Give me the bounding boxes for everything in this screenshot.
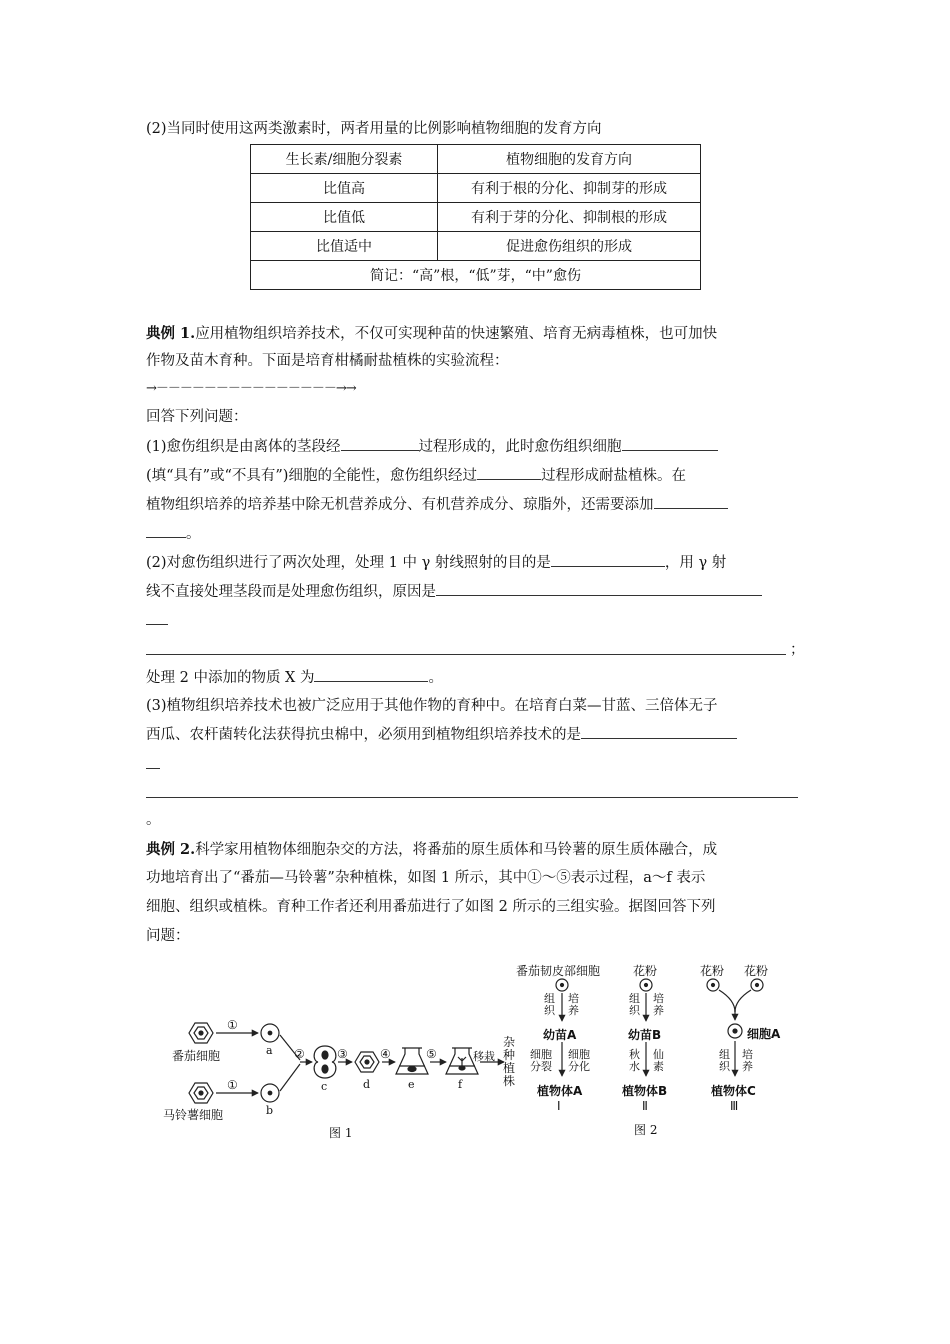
figure1-caption: 图 1 <box>329 1126 353 1140</box>
char: 织 <box>629 1004 640 1017</box>
char: 仙 <box>653 1048 664 1061</box>
fig2-col2-top: 花粉 <box>633 964 658 978</box>
fig2-plant-b: 植物体B <box>622 1084 668 1098</box>
answer-line[interactable] <box>146 768 160 769</box>
answer-blank[interactable] <box>314 667 428 682</box>
example2-line4: 问题： <box>146 928 190 944</box>
char: 养 <box>742 1060 753 1073</box>
hormone-ratio-table <box>250 144 701 290</box>
q1-text: 过程形成耐盐植株。在 <box>540 468 686 484</box>
q1-line2 <box>146 464 686 485</box>
fig2-col2-step1-left <box>629 993 640 1017</box>
q2-semicolon: ； <box>790 642 805 658</box>
hybrid-plant-label <box>503 1036 515 1088</box>
answer-blank[interactable] <box>341 436 419 451</box>
q3-line2 <box>146 723 737 744</box>
fig2-cell-a: 细胞A <box>747 1027 781 1041</box>
char: 织 <box>544 1004 555 1017</box>
example1-line2: 作物及苗木育种。下面是培育柑橘耐盐植株的实验流程： <box>146 353 509 369</box>
table-row <box>251 174 701 203</box>
hybrid-char: 植 <box>503 1061 516 1075</box>
example2-line2: 功地培育出了“番茄—马铃薯”杂种植株，如图 1 所示，其中①～⑤表示过程，a～f 表示 <box>146 870 706 886</box>
example1-title: 典例 1. <box>146 325 196 342</box>
table-cell: 比值低 <box>251 203 438 232</box>
table-header-row <box>251 145 701 174</box>
fig2-col1-step1-right <box>568 993 579 1017</box>
q1-text: 植物组织培养的培养基中除无机营养成分、有机营养成分、琼脂外，还需要添加 <box>146 497 654 513</box>
answer-prompt: 回答下列问题： <box>146 409 248 425</box>
figure2-caption: 图 2 <box>634 1123 658 1137</box>
answer-blank[interactable] <box>551 552 665 567</box>
flask-callus-icon <box>396 1048 428 1074</box>
char: 组 <box>629 992 640 1005</box>
fig2-col1-step1-left <box>544 993 555 1017</box>
char: 培 <box>742 1048 753 1061</box>
table-row <box>251 203 701 232</box>
q2-text: 。 <box>428 670 443 686</box>
example2-line1 <box>146 838 717 859</box>
table-cell: 促进愈伤组织的形成 <box>438 232 701 261</box>
fig2-roman-3: Ⅲ <box>730 1099 739 1113</box>
table-cell: 比值高 <box>251 174 438 203</box>
answer-blank[interactable] <box>146 523 186 538</box>
q2-text: 处理 2 中添加的物质 X 为 <box>146 670 315 686</box>
answer-line[interactable] <box>146 654 786 655</box>
answer-blank[interactable] <box>436 581 762 596</box>
hybrid-char: 种 <box>503 1048 516 1062</box>
fused-cell-icon <box>314 1046 336 1078</box>
answer-line[interactable] <box>146 624 168 625</box>
char: 养 <box>653 1004 664 1017</box>
table-cell: 有利于芽的分化、抑制根的形成 <box>438 203 701 232</box>
q1-line3 <box>146 493 728 514</box>
char: 培 <box>568 992 579 1005</box>
fig2-seedling-a: 幼苗A <box>543 1028 577 1042</box>
label-e: e <box>408 1078 415 1091</box>
table-row <box>251 232 701 261</box>
fig2-col1-top: 番茄韧皮部细胞 <box>516 964 601 978</box>
char: 分化 <box>568 1060 590 1073</box>
label-c: c <box>321 1080 328 1093</box>
q2-line2 <box>146 580 762 601</box>
char: 细胞 <box>530 1048 552 1061</box>
fig2-col2-step2-right <box>653 1049 664 1073</box>
tomato-cell-label: 番茄细胞 <box>172 1049 221 1063</box>
fig2-col2-step2-left <box>629 1049 640 1073</box>
q3-text: 西瓜、农杆菌转化法获得抗虫棉中，必须用到植物组织培养技术的是 <box>146 727 581 743</box>
hybrid-char: 杂 <box>503 1035 516 1049</box>
potato-cell-label: 马铃薯细胞 <box>163 1108 224 1122</box>
table-header-cell: 植物细胞的发育方向 <box>438 145 701 174</box>
tomato-cell-icon <box>189 1023 213 1043</box>
char: 细胞 <box>568 1048 590 1061</box>
q3-period: 。 <box>146 812 161 828</box>
protoplast-a-icon <box>261 1024 279 1042</box>
fig2-col2-step1-right <box>653 993 664 1017</box>
answer-blank[interactable] <box>581 724 737 739</box>
char: 养 <box>568 1004 579 1017</box>
example1-line1 <box>146 322 717 343</box>
example2-title: 典例 2. <box>146 841 196 858</box>
label-a: a <box>266 1044 273 1057</box>
fig2-plant-a: 植物体A <box>537 1084 583 1098</box>
table-cell: 有利于根的分化、抑制芽的形成 <box>438 174 701 203</box>
table-cell: 比值适中 <box>251 232 438 261</box>
q2-line3 <box>146 666 443 687</box>
protoplast-b-icon <box>261 1084 279 1102</box>
answer-blank[interactable] <box>622 436 718 451</box>
fig2-roman-2: Ⅱ <box>642 1099 648 1113</box>
step1-label: ① <box>227 1078 238 1092</box>
fig2-plant-c: 植物体C <box>711 1084 756 1098</box>
table-header-cell: 生长素/细胞分裂素 <box>251 145 438 174</box>
label-d: d <box>363 1078 371 1091</box>
q3-line1: (3)植物组织培养技术也被广泛应用于其他作物的育种中。在培育白菜—甘蓝、三倍体无子 <box>146 698 718 714</box>
char: 秋 <box>629 1048 640 1061</box>
q2-text: ，用 γ 射 <box>664 555 727 571</box>
q1-text: 过程形成的，此时愈伤组织细胞 <box>418 439 622 455</box>
label-f: f <box>458 1078 463 1091</box>
char: 水 <box>629 1060 640 1073</box>
answer-blank[interactable] <box>477 465 541 480</box>
label-b: b <box>266 1104 274 1117</box>
step3-label: ③ <box>337 1047 348 1061</box>
fig2-roman-1: Ⅰ <box>557 1099 561 1113</box>
q1-line1 <box>146 435 718 456</box>
char: 分裂 <box>530 1060 552 1073</box>
q1-text: (1)愈伤组织是由离体的茎段经 <box>146 439 341 455</box>
hybrid-cell-icon <box>355 1052 379 1072</box>
q2-text: 线不直接处理茎段而是处理愈伤组织，原因是 <box>146 584 436 600</box>
fig2-seedling-b: 幼苗B <box>628 1028 662 1042</box>
step4-label: ④ <box>380 1047 391 1061</box>
fig2-col3-pollen-right: 花粉 <box>744 964 769 978</box>
fig2-col3-step-right <box>742 1049 753 1073</box>
step1-label: ① <box>227 1018 238 1032</box>
q2-line1 <box>146 551 726 572</box>
q2-text: (2)对愈伤组织进行了两次处理，处理 1 中 γ 射线照射的目的是 <box>146 555 551 571</box>
step5-label: ⑤ <box>426 1047 437 1061</box>
fig2-col3-step-left <box>719 1049 730 1073</box>
intro-text: (2)当同时使用这两类激素时，两者用量的比例影响植物细胞的发育方向 <box>146 121 602 137</box>
answer-line[interactable] <box>146 797 798 798</box>
q1-text: (填“具有”或“不具有”)细胞的全能性，愈伤组织经过 <box>146 468 477 484</box>
step2-label: ② <box>294 1047 305 1061</box>
fig2-col1-step2-left <box>530 1049 552 1073</box>
char: 组 <box>719 1048 730 1061</box>
fig2-col3-pollen-left: 花粉 <box>700 964 725 978</box>
char: 织 <box>719 1060 730 1073</box>
q1-text: 。 <box>186 526 201 542</box>
potato-cell-icon <box>189 1083 213 1103</box>
example2-text: 科学家用植物体细胞杂交的方法，将番茄的原生质体和马铃薯的原生质体融合，成 <box>195 842 718 858</box>
table-row <box>251 261 701 290</box>
table-mnemonic: 简记：“高”根，“低”芽，“中”愈伤 <box>251 261 701 290</box>
transplant-label: 移栽 <box>473 1050 495 1063</box>
flow-arrows: →－－－－－－－－－－－－－－－→→ <box>146 381 356 396</box>
example1-text: 应用植物组织培养技术，不仅可实现种苗的快速繁殖、培育无病毒植株，也可加快 <box>195 326 718 342</box>
char: 组 <box>544 992 555 1005</box>
fig2-col1-step2-right <box>568 1049 590 1073</box>
example2-line3: 细胞、组织或植株。育种工作者还利用番茄进行了如图 2 所示的三组实验。据图回答下列 <box>146 899 716 915</box>
hybrid-char: 株 <box>503 1074 516 1088</box>
answer-blank[interactable] <box>654 494 728 509</box>
q1-line4 <box>146 522 201 543</box>
char: 培 <box>653 992 664 1005</box>
char: 素 <box>653 1060 664 1073</box>
